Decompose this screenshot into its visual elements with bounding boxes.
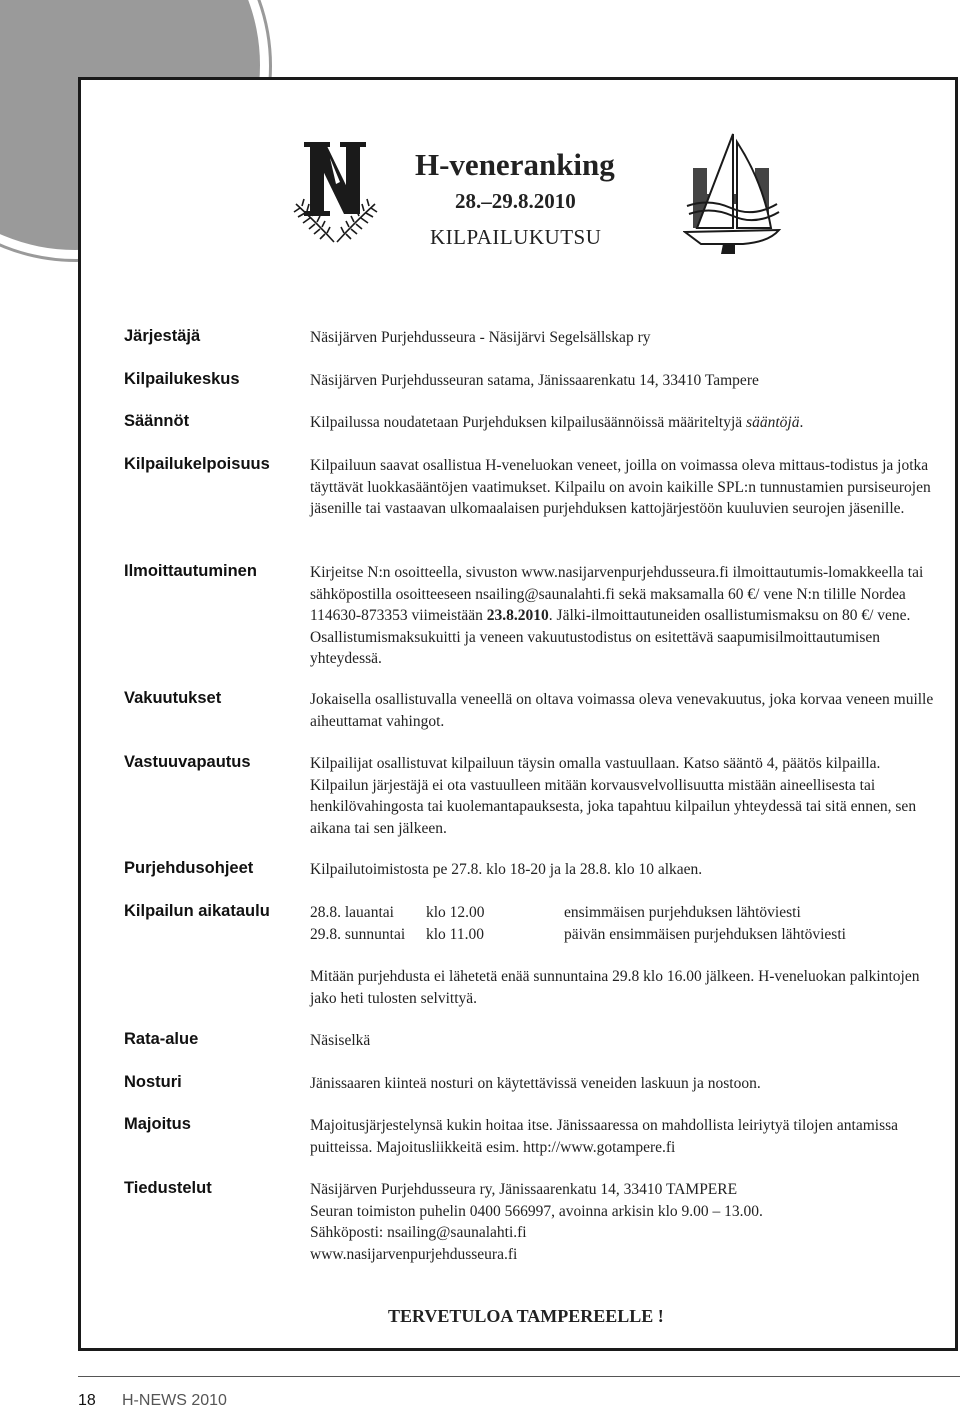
inquiry-line: Näsijärven Purjehdusseura ry, Jänissaarenkatu 14, 33410 TAMPERE [310,1181,738,1198]
label-liability: Vastuuvapautus [124,753,251,771]
text-accommodation: Majoitusjärjestelynsä kukin hoitaa itse. Jänissaaressa on mahdollista leiriytyä tilojen antamissa puitteissa. Majoitusliikkeitä esim. http://www.gotampere.fi [310,1117,899,1156]
event-dates: 28.–29.8.2010 [455,189,576,213]
text-race-area: Näsiselkä [310,1032,371,1049]
publication-name: H-NEWS 2010 [122,1392,227,1409]
text-organizer: Näsijärven Purjehdusseura - Näsijärvi Segelsällskap ry [310,329,651,346]
label-crane: Nosturi [124,1073,182,1091]
label-accommodation: Majoitus [124,1115,191,1133]
text-insurance: Jokaisella osallistuvalla veneellä on oltava voimassa oleva venevakuutus, joka korvaa veneen muille aiheuttamat vahingot. [310,691,934,730]
label-registration: Ilmoittautuminen [124,562,257,580]
inquiry-line: Seuran toimiston puhelin 0400 566997, avoinna arkisin klo 9.00 – 13.00. [310,1202,763,1220]
event-title: H-veneranking [415,147,615,182]
schedule-row: 28.8. lauantai klo 12.00 ensimmäisen purjehduksen lähtöviesti [310,904,801,921]
label-race-area: Rata-alue [124,1030,199,1048]
nasijarvi-n-pine-logo-icon [288,138,383,248]
label-sailing-instructions: Purjehdusohjeet [124,859,254,877]
text-registration: Kirjeitse N:n osoitteella, sivuston www.nasijarvenpurjehdusseura.fi ilmoittautumis-lomakkeella tai sähköpostilla osoitteeseen nsailing@saunalahti.fi sekä maksamalla 60 €/ vene N:n tilille Nordea 114630-873353 viimeistään 23.8.2010. Jälki-ilmoittautuneiden osallistumismaksu on 80 €/ vene. Osallistumismaksukuitti ja veneen vakuutustodistus on esitettävä saapumisilmoittautumisen yhteydessä. [310,564,924,667]
label-organizer: Järjestäjä [124,327,201,345]
registration-deadline: 23.8.2010 [486,607,549,624]
inquiry-line: Sähköposti: nsailing@saunalahti.fi [310,1224,527,1241]
schedule-row: 29.8. sunnuntai klo 11.00 päivän ensimmäisen purjehduksen lähtöviesti [310,926,846,943]
text-race-center: Näsijärven Purjehdusseuran satama, Jänissaarenkatu 14, 33410 Tampere [310,372,759,389]
text-sailing-instructions: Kilpailutoimistosta pe 27.8. klo 18-20 ja la 28.8. klo 10 alkaen. [310,861,703,878]
label-rules: Säännöt [124,412,190,430]
text-crane: Jänissaaren kiinteä nosturi on käytettävissä veneiden laskuun ja nostoon. [310,1075,761,1092]
schedule-table [310,902,935,946]
text-eligibility: Kilpailuun saavat osallistua H-veneluokan veneet, joilla on voimassa oleva mittaus-todistus ja jotka täyttävät luokkasääntöjen vaatimukset. Kilpailu on avoin kaikille SPL:n tunnustamien pursiseurojen jäsenille tai vastaavan ulkomaalaisen purjehduksen kattojärjestöön kuuluvien seurojen jäsenille. [310,457,931,517]
welcome-text: TERVETULOA TAMPEREELLE ! [388,1306,664,1326]
h-class-sailboat-logo-icon [683,132,783,256]
label-eligibility: Kilpailukelpoisuus [124,455,270,473]
page-number: 18 [78,1392,96,1409]
inquiry-line: www.nasijarvenpurjehdusseura.fi [310,1245,518,1263]
label-insurance: Vakuutukset [124,689,222,707]
text-inquiries [310,1179,935,1265]
text-rules: Kilpailussa noudatetaan Purjehduksen kilpailusäännöissä määriteltyjä sääntöjä. [310,414,804,431]
text-liability: Kilpailijat osallistuvat kilpailuun täysin omalla vastuullaan. Katso sääntö 4, päätös kilpailla. Kilpailun järjestäjä ei ota vastuulleen mitään korvausvelvollisuutta mistään aineellisesta tai henkilövahingosta tai kuolemantapauksesta, joka tapahtuu kilpailun yhteydessä tai sitä ennen, sen aikana tai sen jälkeen. [310,755,917,837]
text-schedule-note: Mitään purjehdusta ei lähetetä enää sunnuntaina 29.8 klo 16.00 jälkeen. H-veneluokan palkintojen jako heti tulosten selvittyä. [310,968,920,1007]
label-schedule: Kilpailun aikataulu [124,902,270,920]
label-race-center: Kilpailukeskus [124,370,240,388]
event-subtitle: KILPAILUKUTSU [430,225,602,249]
footer-divider [78,1376,960,1377]
label-inquiries: Tiedustelut [124,1179,212,1197]
